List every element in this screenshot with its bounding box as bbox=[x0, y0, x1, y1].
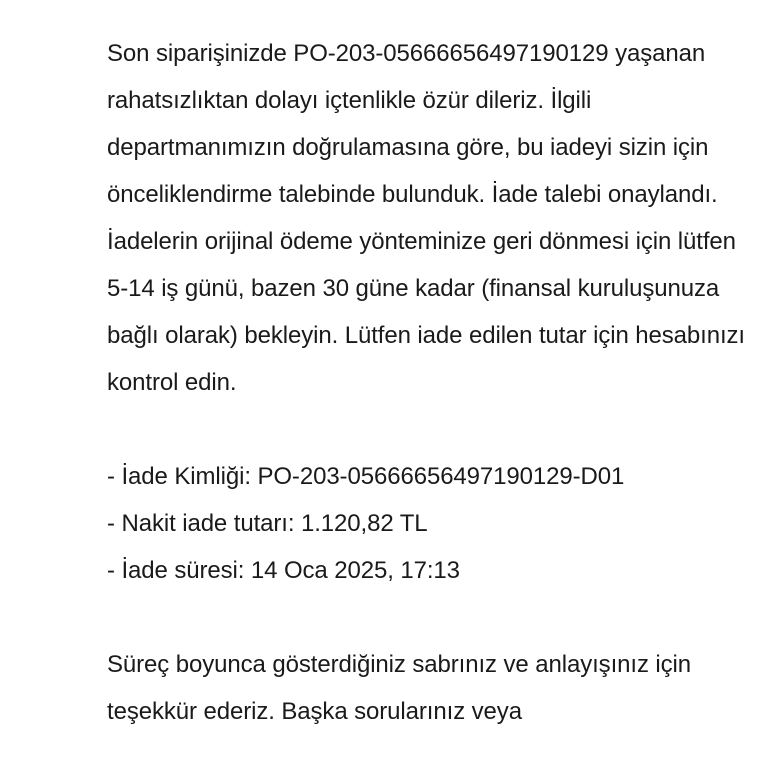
message-body bbox=[107, 30, 747, 735]
closing-paragraph: Süreç boyunca gösterdiğiniz sabrınız ve anlayışınız için teşekkür ederiz. Başka sorularınız veya bbox=[107, 651, 692, 725]
refund-amount-line: - Nakit iade tutarı: 1.120,82 TL bbox=[107, 510, 428, 537]
refund-date-line: - İade süresi: 14 Oca 2025, 17:13 bbox=[107, 557, 460, 584]
refund-details-list bbox=[107, 453, 747, 594]
refund-id-line: - İade Kimliği: PO-203-05666656497190129-D01 bbox=[107, 463, 625, 490]
intro-paragraph: Son siparişinizde PO-203-05666656497190129 yaşanan rahatsızlıktan dolayı içtenlikle özür dileriz. İlgili departmanımızın doğrulamasına göre, bu iadeyi sizin için önceliklendirme talebinde bulunduk. İade talebi onaylandı. İadelerin orijinal ödeme yönteminize geri dönmesi için lütfen 5-14 iş günü, bazen 30 güne kadar (finansal kuruluşunuza bağlı olarak) bekleyin. Lütfen iade edilen tutar için hesabınızı kontrol edin. bbox=[107, 40, 746, 396]
